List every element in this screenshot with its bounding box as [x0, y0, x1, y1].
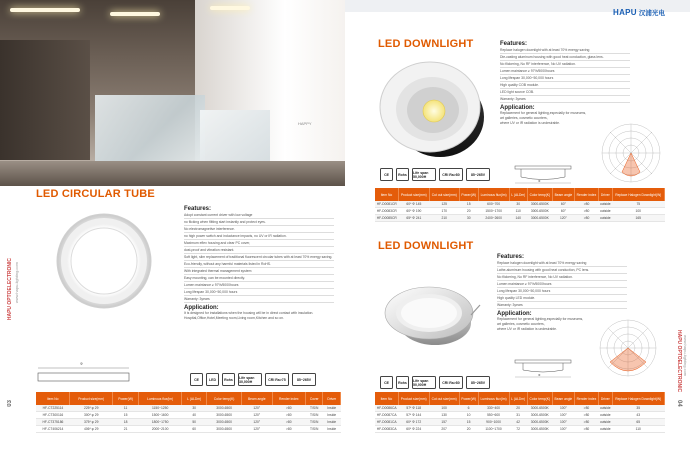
feature-item: Lumen maintance ≥ 97%/5000hours — [500, 68, 630, 75]
column-header: Color temp(K) — [527, 392, 552, 405]
table-cell: 30 — [459, 215, 478, 222]
interior-photo — [0, 0, 345, 186]
table-cell: 157 — [429, 419, 459, 426]
table-cell: 3000-6500K — [527, 208, 552, 215]
table-cell: 165 — [612, 215, 664, 222]
table-cell: 3000-6500K — [527, 215, 552, 222]
spec-table — [375, 188, 665, 222]
table-cell: >80 — [574, 405, 598, 412]
table-cell: 550~600 — [478, 412, 509, 419]
brand-logo — [613, 8, 665, 17]
column-header: Cut out size(mm) — [429, 392, 459, 405]
features-list — [500, 47, 630, 103]
dimension-label: Φ — [538, 373, 541, 377]
side-brand: HAPU OPTOELECTRONIC — [7, 258, 13, 321]
led-downlight-image — [383, 275, 483, 355]
table-cell: 600~700 — [478, 201, 509, 208]
table-cell: 20 — [459, 208, 478, 215]
table-cell: 43 — [612, 412, 664, 419]
application-heading: Application: — [184, 305, 219, 311]
feature-item: Lumen maintance ≥ 97%/5000hours — [184, 282, 334, 289]
table-cell: 60° — [552, 201, 574, 208]
spec-table — [375, 392, 665, 433]
application-heading: Application: — [500, 105, 535, 111]
table-cell: 120° — [552, 215, 574, 222]
table-cell: 60* Φ 145 — [398, 201, 429, 208]
feature-item: Adopt constant current driver with low voltage — [184, 212, 334, 219]
feature-item: no flicking when flitting start instantly and protect eyes. — [184, 219, 334, 226]
downlight2-title: LED DOWNLIGHT — [378, 240, 474, 252]
side-brand-right: HAPU OPTOELECTRONIC — [676, 330, 682, 393]
feature-item: Eco-friendly, without any harmful materials listed in RoHS. — [184, 261, 334, 268]
feature-item: Warranty: 3years — [184, 296, 334, 303]
feature-item: Long lifespan 30,000~50,000 hours — [500, 75, 630, 82]
table-cell: 140 — [509, 215, 527, 222]
table-cell: >80 — [272, 426, 305, 433]
table-cell: 1500~1700 — [478, 208, 509, 215]
table-cell: 130 — [429, 412, 459, 419]
table-cell: Inside — [323, 419, 341, 426]
table-cell: 2400~2600 — [478, 215, 509, 222]
features-heading: Features: — [500, 41, 528, 47]
table-cell: T/S/N — [306, 426, 323, 433]
table-cell: Inside — [323, 412, 341, 419]
features-list — [497, 260, 627, 309]
feature-item: Soft light, slim replacement of traditional fluorescent circular tubes with at least 70% energy saving. — [184, 255, 333, 259]
table-cell: 120° — [242, 412, 272, 419]
column-header: Replace Halogen Downlight(W) — [612, 392, 664, 405]
feature-item: No flickering, No RF interference, No UV radiation. — [497, 274, 627, 281]
ce-icon: CE — [190, 373, 203, 386]
table-cell: HF-CT300116 — [36, 412, 70, 419]
table-cell: HF-CT406214 — [36, 426, 70, 433]
column-header: Item No — [375, 392, 398, 405]
spec-table-wrap — [375, 392, 665, 433]
feature-item: Lathe-aluminum housing with good heat conduction, PC lens. — [497, 267, 627, 274]
column-header: Luminous flux(lm) — [478, 392, 509, 405]
column-header: Driver — [323, 392, 341, 405]
page-number-right: 04 — [676, 400, 682, 407]
cri-ra-75-icon: CRI Ra>75 — [265, 373, 289, 386]
table-row — [36, 412, 341, 419]
column-header: Product size(mm) — [398, 392, 429, 405]
features-list — [184, 212, 334, 303]
application-line: where UV or IR radiation is undesirable. — [497, 327, 557, 331]
spec-table — [36, 392, 341, 433]
life-span-50-000h-icon: Life span 50,000H — [412, 376, 436, 389]
table-cell: 3000-6500 — [207, 419, 242, 426]
table-cell: 207 — [429, 426, 459, 433]
table-row — [375, 208, 665, 215]
ce-icon: CE — [380, 376, 393, 389]
table-cell: 170 — [429, 208, 459, 215]
feature-item: Long lifespan 30,000~50,000 hours — [497, 288, 627, 295]
table-cell: >80 — [574, 215, 598, 222]
table-cell: 20 — [509, 405, 527, 412]
table-cell: 2000~2100 — [139, 426, 182, 433]
feature-item: High quality LED module. — [497, 295, 627, 302]
table-cell: 1500~1600 — [139, 412, 182, 419]
table-cell: 10 — [459, 412, 478, 419]
table-cell: outside — [599, 413, 611, 417]
table-row — [36, 419, 341, 426]
application-line: Replacement for general lighting,especially for museums, — [500, 111, 587, 115]
table-cell: T/S/N — [306, 412, 323, 419]
table-cell: 3000-6500 — [207, 405, 242, 412]
table-cell: 15 — [459, 201, 478, 208]
life-span-50-000h-icon: Life span 50,000H — [412, 168, 436, 181]
table-row — [375, 215, 665, 222]
table-cell: 1150~1250 — [139, 405, 182, 412]
feature-item: Lumen maintance ≥ 97%/5000hours — [497, 281, 627, 288]
application-line: Hospital,Office,Hotel,Meeting room,Living room,Kitchen and so on. — [184, 316, 285, 320]
column-header: Driver — [599, 392, 613, 405]
column-header: Item No — [36, 392, 70, 405]
table-cell: 60* Φ 172 — [398, 419, 429, 426]
table-cell: 120° — [242, 426, 272, 433]
cob-downlight-image — [378, 55, 493, 165]
table-cell: outside — [599, 420, 611, 424]
table-cell: 100° — [552, 405, 574, 412]
table-cell: HF-D0085CR — [376, 216, 397, 220]
column-header: Power(W) — [113, 392, 139, 405]
table-cell: 57* Φ 144 — [398, 412, 429, 419]
table-cell: T/S/N — [306, 419, 323, 426]
feature-item: Replace halogen downlight with at least 70% energy saving — [497, 260, 627, 267]
table-cell: 3000-6500 — [207, 412, 242, 419]
table-cell: 42 — [509, 419, 527, 426]
feature-item: no high power switch and inductance impacts, no UV or IR radiation. — [184, 233, 334, 240]
table-cell: outside — [599, 216, 611, 220]
table-cell: >80 — [574, 426, 598, 433]
table-cell: outside — [599, 427, 611, 431]
table-cell: Inside — [323, 405, 341, 412]
table-cell: 50 — [182, 419, 207, 426]
column-header: Cover — [306, 392, 323, 405]
table-cell: >80 — [574, 412, 598, 419]
feature-item: Die-casting aluminum housing with good heat conduction, glass lens. — [500, 54, 630, 61]
table-cell: 210 — [429, 215, 459, 222]
table-cell: outside — [599, 202, 611, 206]
led-icon: LED — [206, 373, 219, 386]
table-cell: 300* φ 29 — [70, 412, 113, 419]
table-cell: 120° — [242, 419, 272, 426]
side-url-right: www.hapu-lighting.com — [683, 335, 688, 377]
table-cell: 225* φ 29 — [70, 405, 113, 412]
table-cell: 60 — [182, 426, 207, 433]
table-cell: 3000-6500 — [207, 426, 242, 433]
feature-item: Warranty: 3years — [497, 302, 627, 309]
table-cell: 3000-6500K — [527, 419, 552, 426]
table-cell: 75 — [612, 201, 664, 208]
table-cell: 3000-6500K — [527, 426, 552, 433]
features-heading: Features: — [497, 254, 525, 260]
table-row — [375, 419, 665, 426]
table-cell: 3000-6500K — [527, 201, 552, 208]
table-row — [375, 412, 665, 419]
application-line: where UV or IR radiation is undesirable. — [500, 121, 560, 125]
circular-tube-image — [55, 212, 153, 310]
downlight1-title: LED DOWNLIGHT — [378, 38, 474, 50]
table-cell: Inside — [323, 426, 341, 433]
features-heading: Features: — [184, 206, 212, 212]
table-row — [36, 426, 341, 433]
light-distribution-diagram — [598, 318, 658, 378]
rohs-icon: Rohs — [396, 168, 409, 181]
light-distribution-diagram — [600, 122, 662, 184]
table-cell: 375* φ 29 — [70, 419, 113, 426]
feature-item: With integrated thermal management system — [184, 268, 334, 275]
table-cell: HF-D0081CR — [376, 202, 397, 206]
table-cell: 60* Φ 224 — [398, 426, 429, 433]
table-cell: 406* φ 29 — [70, 426, 113, 433]
table-cell: 100° — [552, 412, 574, 419]
table-cell: outside — [599, 406, 611, 410]
85-265v-icon: 85~265V — [466, 376, 490, 389]
column-header: Replace Halogen Downlight(W) — [612, 188, 664, 201]
certification-icons — [380, 168, 490, 181]
table-row — [375, 426, 665, 433]
table-cell: HF-D0081CA — [376, 420, 397, 424]
table-cell: 330~400 — [478, 405, 509, 412]
table-cell: 125 — [429, 201, 459, 208]
column-header: Power(W) — [459, 188, 478, 201]
page-number: 03 — [7, 400, 13, 407]
table-cell: 15 — [113, 412, 139, 419]
column-header: Beam angle — [242, 392, 272, 405]
column-header: Product size(mm) — [398, 188, 429, 201]
column-header: Beam angle — [552, 188, 574, 201]
feature-item: dust-proof and vibration resistant. — [184, 247, 334, 254]
column-header: Item No — [375, 188, 398, 201]
table-cell: 31 — [509, 412, 527, 419]
85-265v-icon: 85~265V — [292, 373, 316, 386]
column-header: Driver — [599, 188, 613, 201]
feature-item: Replace halogen downlight with at least 70% energy saving — [500, 47, 630, 54]
table-cell: 15 — [459, 419, 478, 426]
table-cell: 40 — [182, 412, 207, 419]
85-265v-icon: 85~265V — [466, 168, 490, 181]
table-cell: 100 — [429, 405, 459, 412]
table-cell: 110 — [509, 208, 527, 215]
table-cell: >80 — [272, 419, 305, 426]
table-cell: 1800~1750 — [139, 419, 182, 426]
table-cell: 3000-6500K — [527, 405, 552, 412]
feature-item: No electromagnetive interference. — [184, 226, 334, 233]
table-cell: >80 — [574, 419, 598, 426]
logo-chinese: 汉浦光电 — [638, 10, 665, 17]
table-cell: 900~1000 — [478, 419, 509, 426]
column-header: Cut out size(mm) — [429, 188, 459, 201]
feature-item: Maximum eflex housing and clear PC cover, — [184, 240, 334, 247]
table-header-row — [375, 392, 665, 405]
certification-icons — [380, 376, 490, 389]
dimension-drawing — [36, 362, 131, 387]
table-cell: 100° — [552, 419, 574, 426]
table-cell: >80 — [574, 208, 598, 215]
rohs-icon: Rohs — [396, 376, 409, 389]
application-text — [184, 311, 334, 321]
table-cell: 120° — [242, 405, 272, 412]
table-cell: HF-CT225114 — [36, 405, 70, 412]
table-cell: >80 — [272, 405, 305, 412]
spec-table-wrap — [36, 392, 341, 433]
downlight1-features — [500, 41, 630, 126]
column-header: Render index — [574, 188, 598, 201]
table-cell: >80 — [574, 201, 598, 208]
application-line: art galleries, cosmetic counters, — [500, 116, 548, 120]
table-header-row — [375, 188, 665, 201]
table-cell: 60* Φ 190 — [398, 208, 429, 215]
table-cell: 35 — [612, 405, 664, 412]
life-span-30-000h-icon: Life span 30,000H — [238, 373, 262, 386]
application-line: It is designed for installations when the housing will be in direct contact with insulation. — [184, 311, 314, 315]
table-cell: 57* Φ 118 — [398, 405, 429, 412]
application-line: Replacement for general lighting,especially for museums, — [497, 317, 584, 321]
table-cell: 6 — [459, 405, 478, 412]
certification-icons — [190, 373, 316, 386]
table-cell: 30 — [182, 405, 207, 412]
spec-table-wrap — [375, 188, 665, 222]
feature-item: Easy mounting, can be mounted directly. — [184, 275, 334, 282]
dimension-label: Φ — [80, 362, 83, 366]
column-header: Color temp(K) — [527, 188, 552, 201]
table-cell: 1100~1700 — [478, 426, 509, 433]
feature-item: High quality COB module. — [500, 82, 630, 89]
column-header: L (ALDm) — [509, 188, 527, 201]
column-header: Product size(mm) — [70, 392, 113, 405]
table-cell: 3000-6500K — [527, 412, 552, 419]
side-url: www.hapu-lighting.com — [14, 262, 19, 304]
column-header: Beam angle — [552, 392, 574, 405]
table-cell: >80 — [272, 412, 305, 419]
table-cell: 65 — [612, 419, 664, 426]
dimension-label: Φ — [538, 179, 541, 183]
table-cell: HF-D0087CA — [376, 413, 397, 417]
table-cell: 11 — [113, 405, 139, 412]
feature-item: No flickering, No RF interference, No UV radiation. — [500, 61, 630, 68]
table-cell: 72 — [509, 426, 527, 433]
feature-item: LED light source COB. — [500, 89, 630, 96]
column-header: Luminous flux(lm) — [139, 392, 182, 405]
cri-ra-80-icon: CRI Ra>80 — [439, 376, 463, 389]
table-cell: HF-D0086CA — [376, 406, 397, 410]
column-header: L (ALDm) — [182, 392, 207, 405]
table-cell: 110 — [612, 426, 664, 433]
table-cell: 65* Φ 241 — [398, 215, 429, 222]
table-cell: HF-D0083CR — [376, 209, 397, 213]
cri-ra-80-icon: CRI Ra>80 — [439, 168, 463, 181]
rohs-icon: Rohs — [222, 373, 235, 386]
table-header-row — [36, 392, 341, 405]
table-cell: outside — [599, 209, 611, 213]
dimension-drawing — [505, 356, 580, 380]
table-cell: T/S/N — [306, 405, 323, 412]
features-block — [184, 206, 334, 321]
logo-text: HAPU — [613, 8, 637, 17]
table-cell: HF-CT375186 — [36, 419, 70, 426]
ce-icon: CE — [380, 168, 393, 181]
application-heading: Application: — [497, 311, 532, 317]
table-cell: 20 — [459, 426, 478, 433]
table-cell: 100° — [552, 426, 574, 433]
column-header: Color temp(K) — [207, 392, 242, 405]
table-cell: 21 — [113, 426, 139, 433]
section-title: LED CIRCULAR TUBE — [36, 188, 155, 200]
column-header: Power(W) — [459, 392, 478, 405]
column-header: L (ALDm) — [509, 392, 527, 405]
column-header: Luminous flux(lm) — [478, 188, 509, 201]
dimension-drawing — [505, 162, 580, 186]
column-header: Render index — [272, 392, 305, 405]
photo-caption: HAPPY — [298, 121, 312, 126]
feature-item: Warranty: 3years — [500, 96, 630, 103]
feature-item: Long lifespan 30,000~50,000 hours — [184, 289, 334, 296]
table-cell: 18 — [113, 419, 139, 426]
application-line: art galleries, cosmetic counters, — [497, 322, 545, 326]
table-cell: 30 — [509, 201, 527, 208]
table-cell: 100 — [612, 208, 664, 215]
column-header: Render index — [574, 392, 598, 405]
table-cell: 60° — [552, 208, 574, 215]
table-cell: HF-D0083CA — [376, 427, 397, 431]
